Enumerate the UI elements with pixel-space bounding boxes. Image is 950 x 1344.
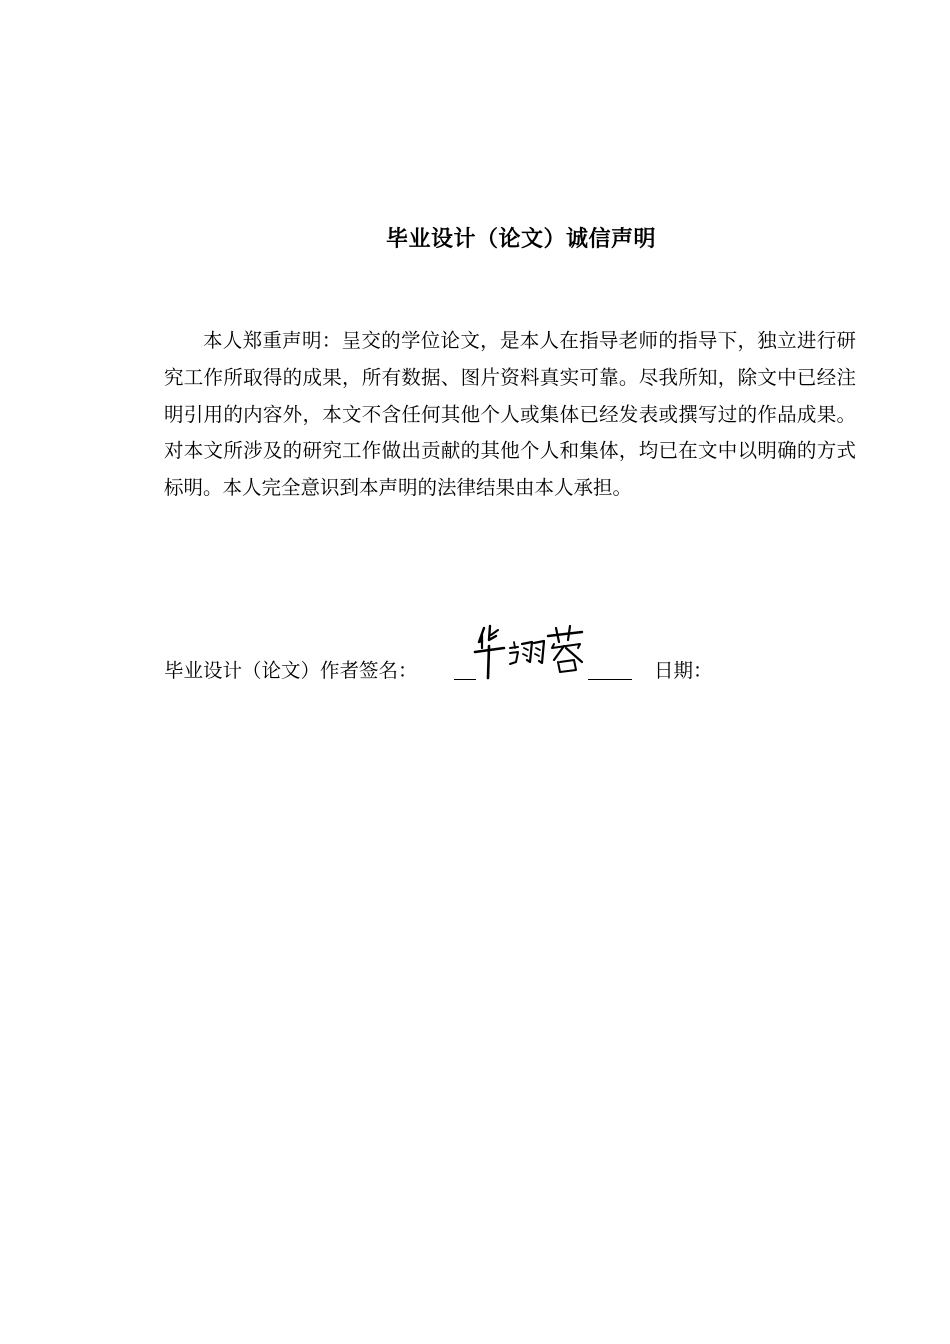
signature-label: 毕业设计（论文）作者签名： xyxy=(164,659,418,682)
page-title: 毕业设计（论文）诚信声明 xyxy=(386,227,657,252)
date-label: 日期： xyxy=(654,659,713,682)
declaration-statement: 本人郑重声明：呈交的学位论文，是本人在指导老师的指导下，独立进行研究工作所取得的成果，所有数据、图片资料真实可靠。尽我所知，除文中已经注明引用的内容外，本文不含任何其他个人或集体已经发表或撰写过的作品成果。对本文所涉及的研究工作做出贡献的其他个人和集体，均已在文中以明确的方式标明。本人完全意识到本声明的法律结果由本人承担。 xyxy=(164,329,856,500)
signature-underline-right xyxy=(588,679,632,680)
handwritten-signature xyxy=(470,618,590,688)
